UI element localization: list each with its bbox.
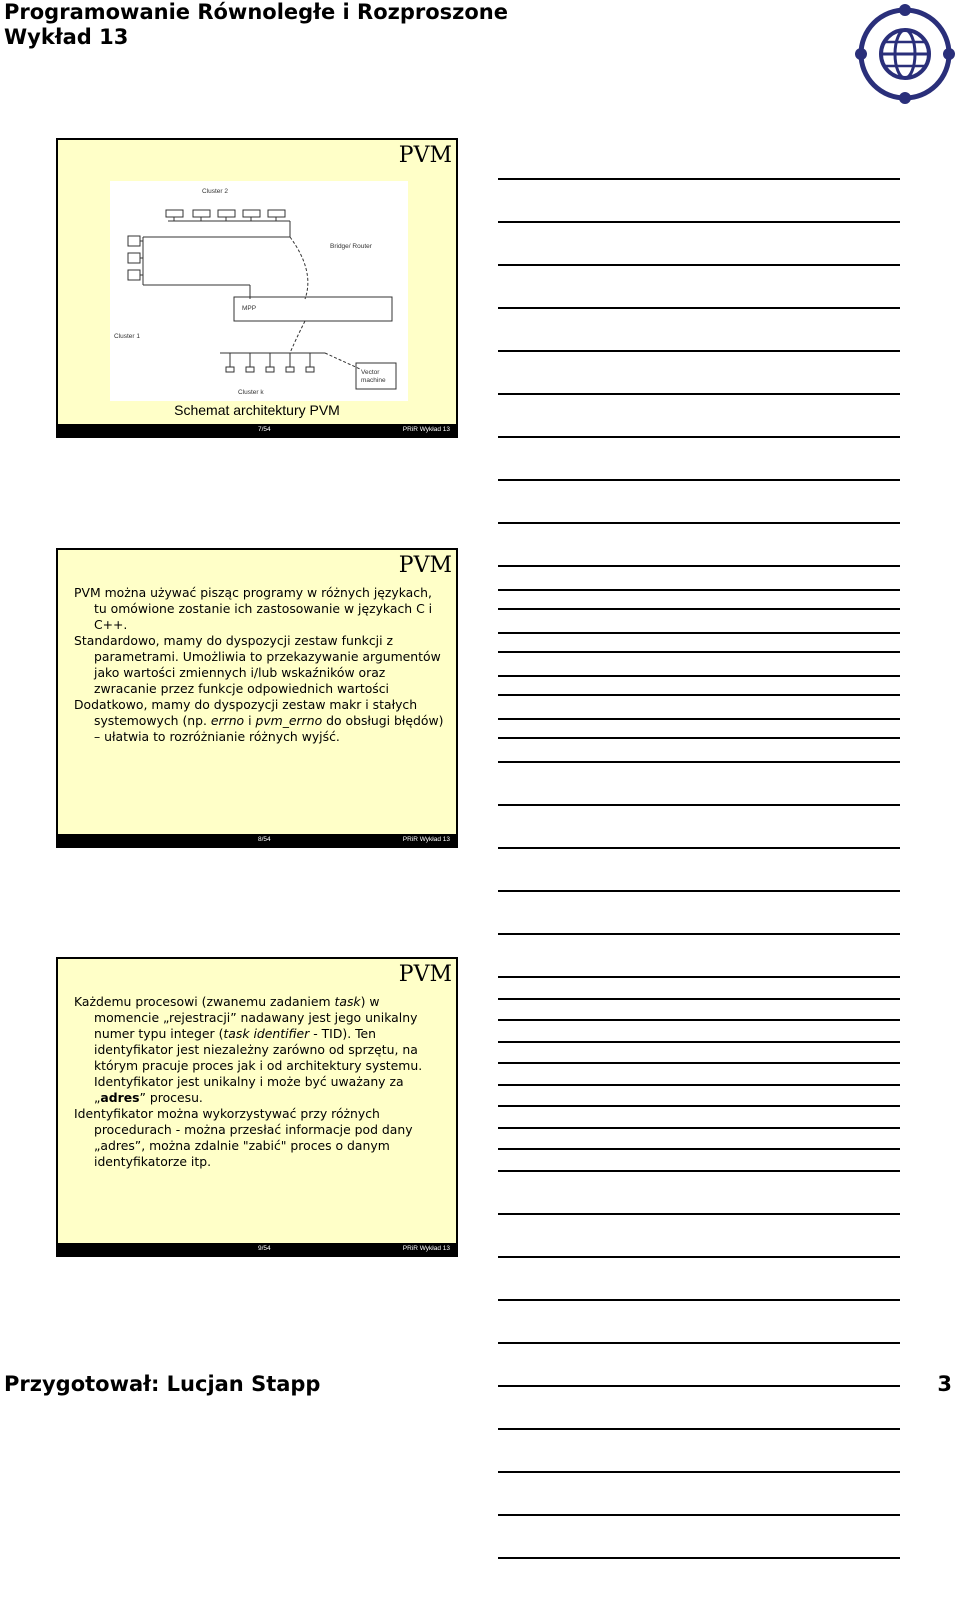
author-footer: Przygotował: Lucjan Stapp <box>4 1372 321 1396</box>
university-logo-icon <box>855 4 955 104</box>
slide-lecture-label: PRiR Wykład 13 <box>402 1245 450 1252</box>
label-cluster-2: Cluster 2 <box>202 188 229 195</box>
paragraph: Standardowo, mamy do dyspozycji zestaw funkcji z parametrami. Umożliwia to przekazywanie argumentów jako wartości zmiennych i/lub wskaźników oraz zwracanie przez funkcje odpowiednich wartości <box>74 633 441 696</box>
text-run: - TID). Ten identyfikator jest niezależny zarówno od sprzętu, na którym pracuje proces jak i od architektury systemu. Identyfikator jest unikalny i może być uważany za „ <box>94 1026 423 1105</box>
notes-lines <box>498 998 900 1600</box>
slide-lecture-label: PRiR Wykład 13 <box>402 836 450 843</box>
slide-7 <box>56 138 458 438</box>
pvm-errno-term: pvm_errno <box>255 713 323 728</box>
task-term: task <box>334 994 361 1009</box>
slide-lecture-label: PRiR Wykład 13 <box>402 426 450 433</box>
slide-page-number: 8/54 <box>258 836 271 843</box>
slide-footer <box>58 1243 456 1255</box>
slide-page-number: 7/54 <box>258 426 271 433</box>
lecture-number: Wykład 13 <box>4 25 129 49</box>
errno-term: errno <box>210 713 245 728</box>
label-machine: machine <box>361 377 386 384</box>
label-cluster-k: Cluster k <box>238 389 264 396</box>
slide-title: PVM <box>398 553 452 578</box>
text-run: ” procesu. <box>139 1090 203 1105</box>
label-cluster-1: Cluster 1 <box>114 333 141 340</box>
document-title: Programowanie Równoległe i Rozproszone <box>4 0 508 24</box>
slide-page-number: 9/54 <box>258 1245 271 1252</box>
task-identifier-term: task identifier <box>223 1026 310 1041</box>
paragraph <box>74 994 448 1106</box>
page-number: 3 <box>937 1372 952 1396</box>
slide-8 <box>56 548 458 848</box>
label-bridge-router: Bridge/ Router <box>330 243 372 250</box>
slide-9 <box>56 957 458 1257</box>
text-run: ) w momencie „rejestracji” nadawany jest jego unikalny numer typu integer ( <box>94 994 418 1041</box>
slide-footer <box>58 424 456 436</box>
paragraph <box>74 697 448 745</box>
text-run: Dodatkowo, mamy do dyspozycji zestaw makr i stałych systemowych (np. <box>74 697 418 728</box>
slide-body <box>74 994 448 1170</box>
slide-body <box>74 585 448 745</box>
diagram-caption: Schemat architektury PVM <box>174 402 340 418</box>
text-run: do obsługi błędów) – ułatwia to rozróżnianie różnych wyjść. <box>94 713 444 744</box>
slide-title: PVM <box>398 143 452 168</box>
text-run: Każdemu procesowi (zwanemu zadaniem <box>74 994 335 1009</box>
slide-footer <box>58 834 456 846</box>
paragraph: PVM można używać pisząc programy w różnych językach, tu omówione zostanie ich zastosowanie w językach C i C++. <box>74 585 433 632</box>
label-mpp: MPP <box>242 305 257 312</box>
slide-title: PVM <box>398 962 452 987</box>
label-vector: Vector <box>361 369 380 376</box>
paragraph: Identyfikator można wykorzystywać przy różnych procedurach - można przesłać informacje pod dany „adres”, można zdalnie "zabić" proces o danym identyfikatorze itp. <box>74 1106 413 1169</box>
pvm-architecture-diagram <box>110 181 408 401</box>
adres-term: adres <box>100 1090 140 1105</box>
text-run: i <box>244 713 256 728</box>
